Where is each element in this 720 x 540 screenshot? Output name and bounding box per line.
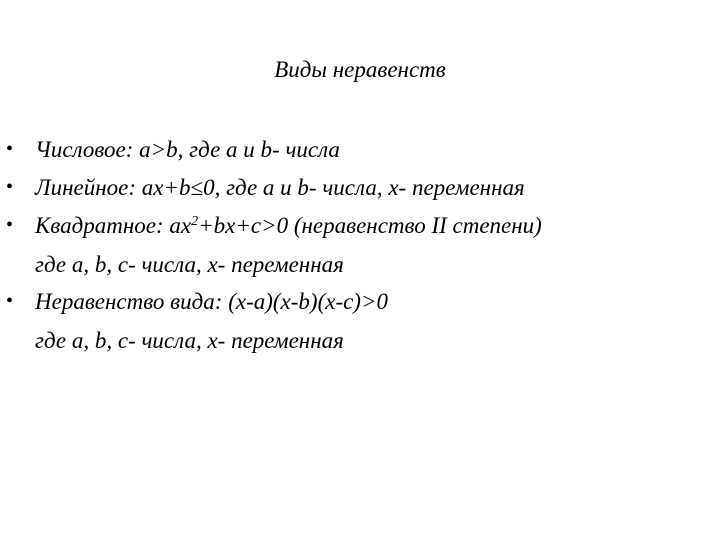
bullet-icon: • bbox=[6, 176, 14, 198]
list-item-numeric-inequality bbox=[6, 135, 706, 164]
list-item-text: Числовое: a>b, где a и b- числа bbox=[35, 137, 340, 162]
list-item-linear-inequality bbox=[6, 173, 706, 202]
quadratic-formula-start: Квадратное: ax bbox=[35, 213, 192, 238]
bullet-icon: • bbox=[6, 138, 14, 160]
list-item-text: Линейное: ax+b≤0, где a и b- числа, x- переменная bbox=[35, 175, 525, 200]
slide-title: Виды неравенств bbox=[274, 57, 446, 82]
list-item-product-inequality bbox=[6, 287, 706, 355]
bullet-list bbox=[6, 135, 706, 363]
list-item-subtext: где a, b, c- числа, x- переменная bbox=[35, 328, 344, 353]
bullet-icon: • bbox=[6, 290, 14, 312]
list-item-text: Неравенство вида: (x-a)(x-b)(x-c)>0 bbox=[35, 289, 388, 314]
list-item-text bbox=[35, 211, 706, 240]
list-item-quadratic-inequality bbox=[6, 211, 706, 279]
bullet-icon: • bbox=[6, 214, 14, 236]
list-item-subtext: где a, b, c- числа, x- переменная bbox=[35, 252, 344, 277]
exponent-superscript: 2 bbox=[191, 214, 199, 229]
quadratic-formula-end: +bx+c>0 (неравенство II степени) bbox=[198, 213, 542, 238]
